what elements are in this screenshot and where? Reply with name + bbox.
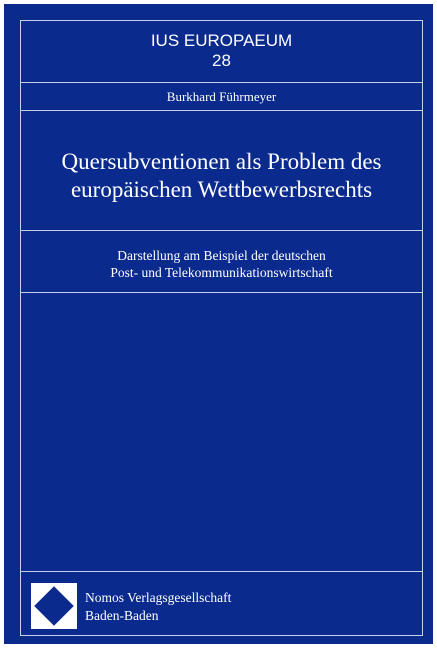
book-title-line-1: Quersubventionen als Problem des xyxy=(61,149,382,174)
cover-frame xyxy=(20,20,423,636)
nomos-diamond-logo-icon xyxy=(31,583,77,629)
publisher-city: Baden-Baden xyxy=(85,608,159,623)
divider-publisher xyxy=(21,571,422,572)
series-heading xyxy=(21,31,422,71)
book-subtitle xyxy=(21,247,422,281)
series-name: IUS EUROPAEUM xyxy=(150,31,293,50)
series-number: 28 xyxy=(212,51,231,70)
book-subtitle-line-2: Post- und Telekommunikationswirtschaft xyxy=(110,265,333,280)
book-title-line-2: europäischen Wettbewerbsrechts xyxy=(70,177,373,202)
publisher-block xyxy=(85,589,231,625)
logo-diamond-shape xyxy=(34,586,74,626)
book-title xyxy=(21,148,422,204)
divider-top xyxy=(21,82,422,83)
publisher-name: Nomos Verlagsgesellschaft xyxy=(85,590,232,605)
divider-title xyxy=(21,230,422,231)
divider-subtitle xyxy=(21,292,422,293)
divider-author xyxy=(21,110,422,111)
book-cover xyxy=(4,4,433,644)
book-subtitle-line-1: Darstellung am Beispiel der deutschen xyxy=(117,248,326,263)
author-name: Burkhard Führmeyer xyxy=(166,89,277,104)
